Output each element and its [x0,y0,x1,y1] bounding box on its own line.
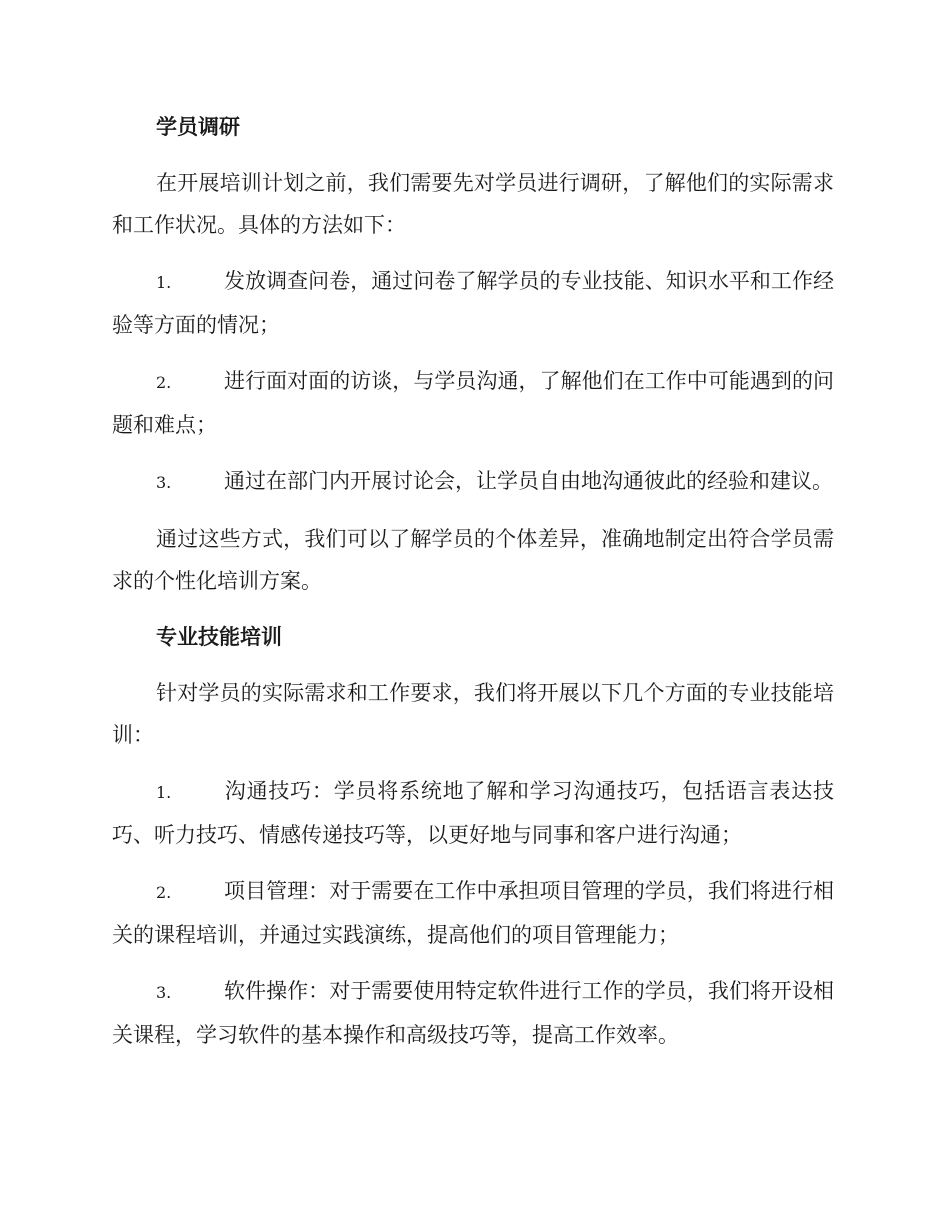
list-item-number: 2. [156,373,172,392]
list-item [112,870,834,956]
list-item-text: 项目管理：对于需要在工作中承担项目管理的学员，我们将进行相关的课程培训，并通过实践演练，提高他们的项目管理能力； [112,879,834,947]
list-item [112,770,834,856]
section-heading: 学员调研 [156,115,240,139]
list-item-text: 发放调查问卷，通过问卷了解学员的专业技能、知识水平和工作经验等方面的情况； [112,269,834,337]
list-item-number: 1. [156,783,172,802]
list-item-number: 3. [156,473,172,492]
list-item-text: 通过在部门内开展讨论会，让学员自由地沟通彼此的经验和建议。 [224,469,833,493]
document-page [112,106,834,1070]
section-heading: 专业技能培训 [156,625,282,649]
list-item-text: 沟通技巧：学员将系统地了解和学习沟通技巧，包括语言表达技巧、听力技巧、情感传递技巧等，以更好地与同事和客户进行沟通； [112,779,834,847]
list-item-text: 进行面对面的访谈，与学员沟通，了解他们在工作中可能遇到的问题和难点； [112,369,834,437]
section-outro: 通过这些方式，我们可以了解学员的个体差异，准确地制定出符合学员需求的个性化培训方案。 [112,527,834,593]
list-item [112,460,834,504]
list-item-number: 3. [156,983,172,1002]
list-item [112,970,834,1056]
list-item-number: 1. [156,273,172,292]
section-intro: 针对学员的实际需求和工作要求，我们将开展以下几个方面的专业技能培训： [112,681,834,747]
list-item [112,360,834,446]
section-intro: 在开展培训计划之前，我们需要先对学员进行调研，了解他们的实际需求和工作状况。具体的方法如下： [112,171,834,237]
list-item-number: 2. [156,883,172,902]
list-item [112,260,834,346]
list-item-text: 软件操作：对于需要使用特定软件进行工作的学员，我们将开设相关课程，学习软件的基本操作和高级技巧等，提高工作效率。 [112,979,834,1047]
